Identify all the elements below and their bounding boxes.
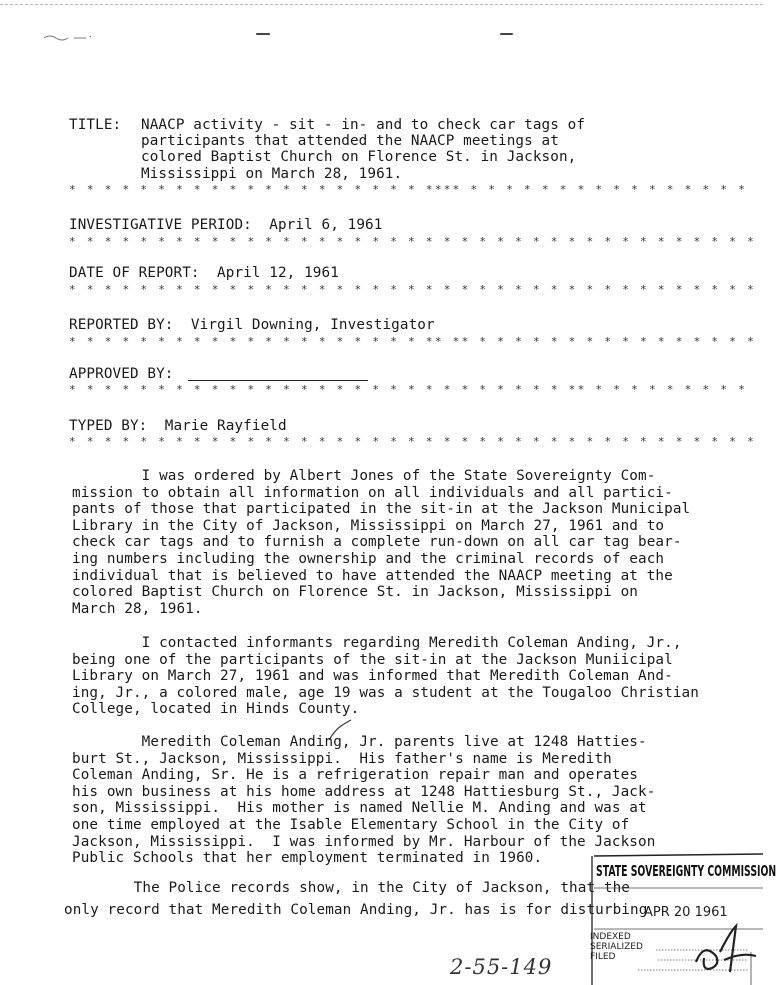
title-line: Mississippi on March 28, 1961. [141,166,403,182]
stamp-title: STATE SOVEREIGNTY COMMISSION [596,862,776,880]
handwritten-initials [690,922,760,980]
body-line: I contacted informants regarding Meredith Coleman Anding, Jr., [72,635,682,651]
separator: * * * * * * * * * * * * * * * * * * * * * * * * * * * * * * * * * * * * * * * [69,283,757,296]
scan-speck [256,33,270,35]
paragraph-orders [72,468,690,617]
body-line: Library on March 27, 1961 and was informed that Meredith Coleman And- [72,668,673,685]
body-line: ing numbers including the ownership and the criminal records of each [72,550,665,567]
file-number: 2-55-149 [450,955,553,979]
stamp-labels [590,932,643,962]
body-line: pants of those that participated in the sit-in at the Jackson Municipal [72,501,691,518]
typed-by: TYPED BY: Marie Rayfield [69,418,287,434]
stamp-label-serialized: SERIALIZED [590,942,643,952]
body-line: individual that is believed to have attended the NAACP meeting at the [72,567,673,584]
body-line: only record that Meredith Coleman Anding, Jr. has is for disturbing [64,901,648,918]
body-line: The Police records show, in the City of Jackson, that the [64,880,630,896]
body-line: being one of the participants of the sit-in at the Jackson Muniicipal [72,651,673,668]
separator: * * * * * * * * * * * * * * * * * * * * ** ** * * * * * * * * * * * * * * * * [69,335,757,348]
body-line: son, Mississippi. His mother is named Nellie M. Anding and was at [72,800,647,817]
investigative-period: INVESTIGATIVE PERIOD: April 6, 1961 [69,217,383,233]
body-line: Public Schools that her employment terminated in 1960. [72,850,543,867]
separator: * * * * * * * * * * * * * * * * * * * * * * * * * * * * ** * * * * * * * * * [69,383,748,396]
separator: * * * * * * * * * * * * * * * * * * * * * * * * * * * * * * * * * * * * * * * [69,435,757,448]
title-line: NAACP activity - sit - in- and to check car tags of [141,117,586,133]
body-line: March 28, 1961. [72,600,203,617]
paragraph-police-records [64,880,648,918]
scan-scribble [42,32,92,42]
body-line: ing, Jr., a colored male, age 19 was a student at the Tougaloo Christian [72,684,699,701]
body-line: College, located in Hinds County. [72,701,360,718]
title-line: participants that attended the NAACP meetings at [141,133,559,149]
body-line: colored Baptist Church on Florence St. in Jackson, Mississippi on [72,584,638,601]
signature-line [188,380,368,381]
separator: * * * * * * * * * * * * * * * * * * * * **** * * * * * * * * * * * * * * * * [69,183,748,196]
body-line: burt St., Jackson, Mississippi. His father's name is Meredith [72,750,612,767]
date-of-report: DATE OF REPORT: April 12, 1961 [69,265,339,281]
title-label: TITLE: [69,117,122,133]
title-line: colored Baptist Church on Florence St. in Jackson, [141,149,577,165]
body-line: one time employed at the Isable Elementary School in the City of [72,816,630,833]
stamp-date: APR 20 1961 [644,905,728,920]
body-line: check car tags and to furnish a complete run-down on all car tag bear- [72,534,682,551]
body-line: his own business at his home address at 1248 Hattiesburg St., Jack- [72,783,656,800]
separator: * * * * * * * * * * * * * * * * * * * * * * * * * * * * * * * * * * * * * * * [69,235,757,248]
scan-speck [500,33,513,35]
reported-by: REPORTED BY: Virgil Downing, Investigator [69,317,435,333]
stamp-label-indexed: INDEXED [590,932,631,942]
scan-edge [0,4,763,5]
approved-by: APPROVED BY: [69,366,174,382]
body-line: Meredith Coleman Anding, Jr. parents live at 1248 Hatties- [72,734,647,750]
body-line: Jackson, Mississippi. I was informed by Mr. Harbour of the Jackson [72,833,656,850]
body-line: I was ordered by Albert Jones of the State Sovereignty Com- [72,468,656,484]
paragraph-parents [72,734,655,867]
paragraph-informants [72,635,699,718]
body-line: Coleman Anding, Sr. He is a refrigeration repair man and operates [72,767,638,784]
stamp-label-filed: FILED [590,952,616,962]
body-line: mission to obtain all information on all individuals and all partici- [72,484,673,501]
body-line: Library in the City of Jackson, Mississippi on March 27, 1961 and to [72,517,665,534]
